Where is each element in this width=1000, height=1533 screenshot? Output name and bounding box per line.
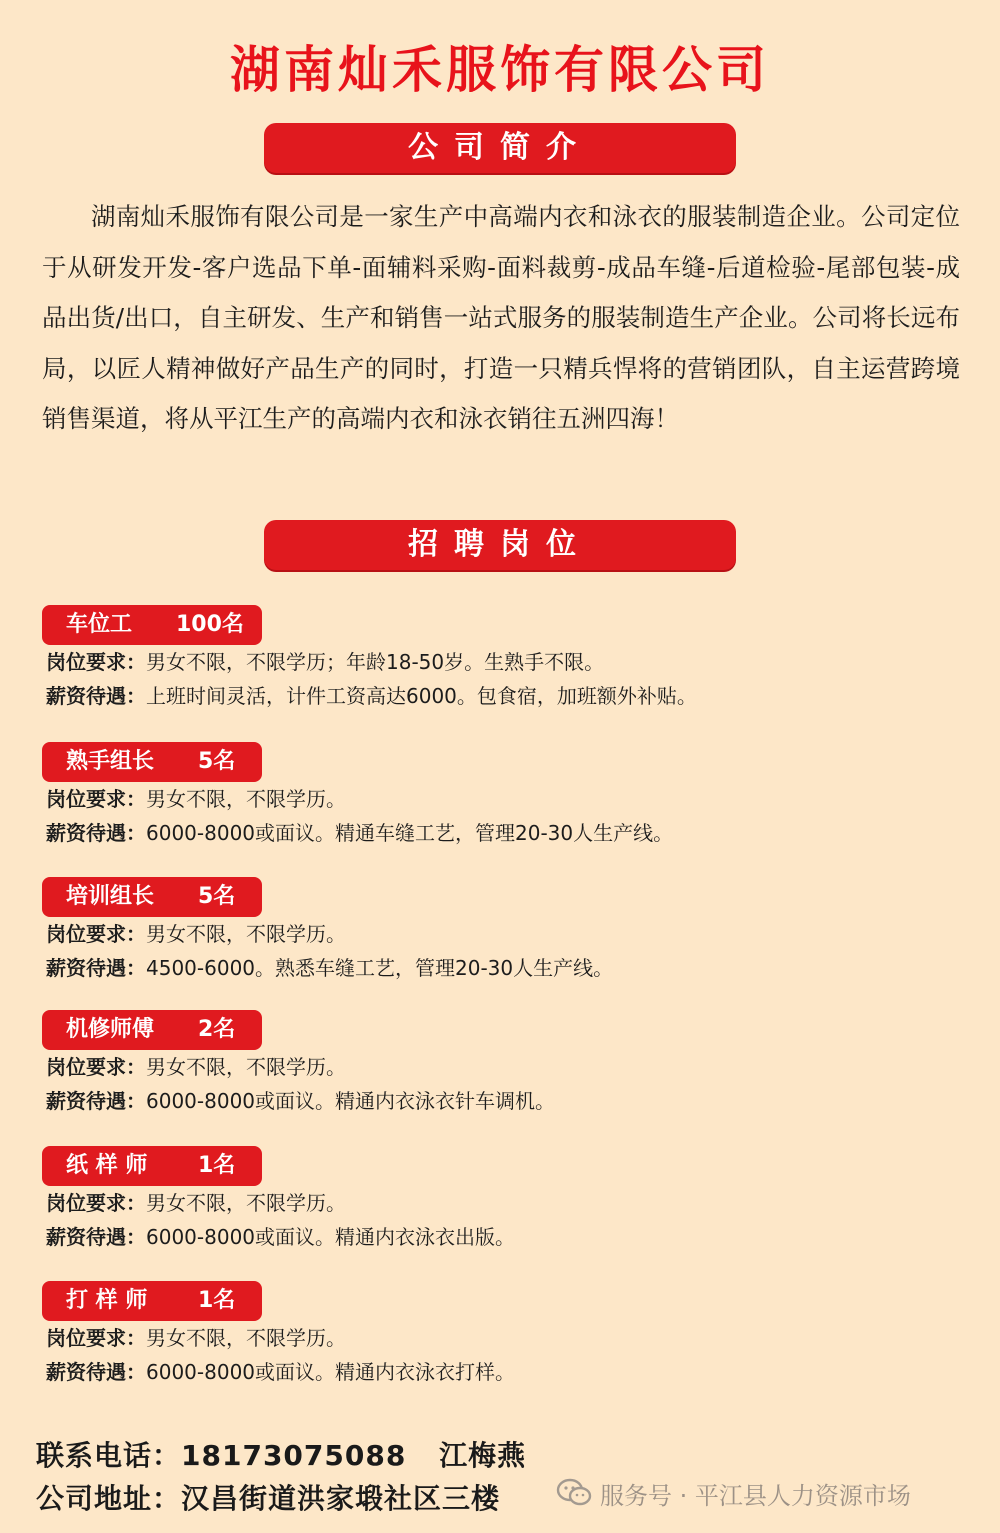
company-title: 湖南灿禾服饰有限公司 <box>230 41 770 99</box>
section-banner-intro: 公司简介 <box>264 123 736 173</box>
requirement-text: 男女不限，不限学历；年龄18-50岁。生熟手不限。 <box>146 650 605 674</box>
job-title: 熟手组长 <box>66 749 155 774</box>
intro-paragraph: 湖南灿禾服饰有限公司是一家生产中高端内衣和泳衣的服装制造企业。公司定位于从研发开发-客户选品下单-面辅料采购-面料裁剪-成品车缝-后道检验-尾部包装-成品出货/出口，自主研发、生产和销售一站式服务的服装制造生产企业。公司将长远布局，以匠人精神做好产品生产的同时，打造一只精兵悍将的营销团队，自主运营跨境销售渠道，将从平江生产的高端内衣和泳衣销往五洲四海！ <box>42 202 960 433</box>
requirement-label: 岗位要求： <box>46 922 146 946</box>
job-salary <box>42 679 942 713</box>
salary-label: 薪资待遇： <box>46 1225 146 1249</box>
job-count: 5名 <box>198 884 236 909</box>
requirement-label: 岗位要求： <box>46 787 146 811</box>
company-intro <box>42 192 960 445</box>
salary-label: 薪资待遇： <box>46 1360 146 1384</box>
job-title: 培训组长 <box>66 884 155 909</box>
job-salary <box>42 1084 942 1118</box>
contact-address <box>36 1477 500 1517</box>
job-salary <box>42 951 942 985</box>
job-posting <box>42 742 942 850</box>
salary-text: 6000-8000或面议。精通内衣泳衣针车调机。 <box>146 1089 556 1113</box>
requirement-text: 男女不限，不限学历。 <box>146 1191 346 1215</box>
salary-text: 6000-8000或面议。精通内衣泳衣打样。 <box>146 1360 516 1384</box>
job-posting <box>42 605 942 713</box>
phone-number[interactable]: 18173075088 <box>181 1439 407 1472</box>
job-title: 机修师傅 <box>66 1017 155 1042</box>
job-count: 2名 <box>198 1017 236 1042</box>
salary-label: 薪资待遇： <box>46 1089 146 1113</box>
requirement-label: 岗位要求： <box>46 650 146 674</box>
job-requirement <box>42 1050 942 1084</box>
wechat-icon <box>556 1477 592 1509</box>
watermark-text: 服务号 · 平江县人力资源市场 <box>600 1481 911 1510</box>
job-tag <box>42 877 262 917</box>
job-tag <box>42 1010 262 1050</box>
salary-text: 4500-6000。熟悉车缝工艺，管理20-30人生产线。 <box>146 956 614 980</box>
job-requirement <box>42 782 942 816</box>
job-posting <box>42 1146 942 1254</box>
job-title: 打 样 师 <box>66 1288 148 1313</box>
requirement-label: 岗位要求： <box>46 1055 146 1079</box>
salary-label: 薪资待遇： <box>46 684 146 708</box>
job-tag <box>42 605 262 645</box>
job-posting <box>42 1281 942 1389</box>
requirement-label: 岗位要求： <box>46 1191 146 1215</box>
requirement-text: 男女不限，不限学历。 <box>146 922 346 946</box>
job-count: 1名 <box>198 1288 236 1313</box>
salary-label: 薪资待遇： <box>46 821 146 845</box>
job-title: 车位工 <box>66 612 133 637</box>
salary-label: 薪资待遇： <box>46 956 146 980</box>
address-text: 汉昌街道洪家塅社区三楼 <box>181 1482 501 1515</box>
job-tag <box>42 1146 262 1186</box>
job-requirement <box>42 1186 942 1220</box>
section-banner-jobs: 招聘岗位 <box>264 520 736 570</box>
job-posting <box>42 1010 942 1118</box>
requirement-text: 男女不限，不限学历。 <box>146 1055 346 1079</box>
job-requirement <box>42 645 942 679</box>
job-title: 纸 样 师 <box>66 1153 148 1178</box>
requirement-text: 男女不限，不限学历。 <box>146 1326 346 1350</box>
contact-phone <box>36 1434 526 1474</box>
job-count: 1名 <box>198 1153 236 1178</box>
phone-label: 联系电话： <box>36 1439 182 1472</box>
job-salary <box>42 1220 942 1254</box>
job-count: 100名 <box>176 612 244 637</box>
job-salary <box>42 1355 942 1389</box>
job-requirement <box>42 1321 942 1355</box>
watermark <box>556 1474 911 1512</box>
job-posting <box>42 877 942 985</box>
salary-text: 上班时间灵活，计件工资高达6000。包食宿，加班额外补贴。 <box>146 684 697 708</box>
requirement-label: 岗位要求： <box>46 1326 146 1350</box>
job-requirement <box>42 917 942 951</box>
contact-person: 江梅燕 <box>439 1439 527 1472</box>
requirement-text: 男女不限，不限学历。 <box>146 787 346 811</box>
salary-text: 6000-8000或面议。精通车缝工艺，管理20-30人生产线。 <box>146 821 674 845</box>
job-salary <box>42 816 942 850</box>
job-tag <box>42 742 262 782</box>
job-count: 5名 <box>198 749 236 774</box>
salary-text: 6000-8000或面议。精通内衣泳衣出版。 <box>146 1225 516 1249</box>
address-label: 公司地址： <box>36 1482 182 1515</box>
job-tag <box>42 1281 262 1321</box>
